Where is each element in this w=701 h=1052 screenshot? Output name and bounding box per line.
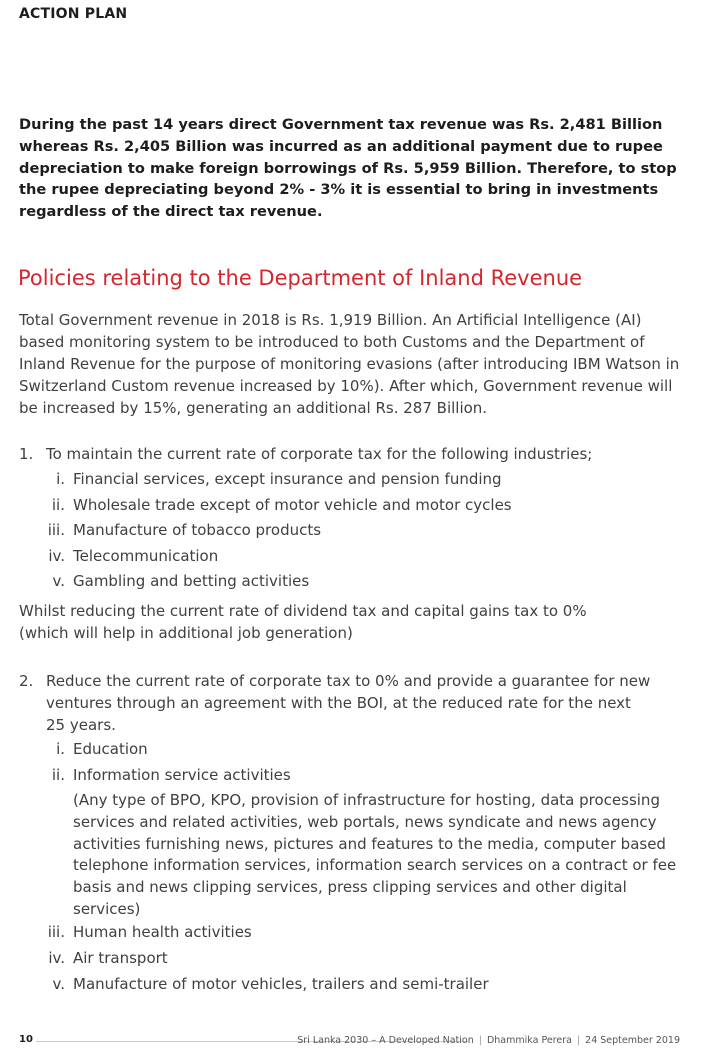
roman-numeral: iii. xyxy=(47,521,65,540)
note-line: services and related activities, web portals, news syndicate and news agency xyxy=(73,812,657,831)
footer-separator: | xyxy=(478,1035,482,1046)
note-line: (Any type of BPO, KPO, provision of infrastructure for hosting, data processing xyxy=(73,791,660,810)
sub-list-item xyxy=(19,972,691,998)
note-line: telephone information services, information search services on a contract or fee xyxy=(73,856,677,875)
sub-item-text: Manufacture of tobacco products xyxy=(73,521,322,540)
section-title: Policies relating to the Department of Inland Revenue xyxy=(18,266,583,290)
footer-info xyxy=(297,1035,680,1046)
sub-item-text: Gambling and betting activities xyxy=(73,572,310,591)
numbered-list-2 xyxy=(19,670,691,997)
whilst-paragraph xyxy=(19,601,691,644)
roman-numeral: i. xyxy=(56,470,65,488)
sub-item-text: Financial services, except insurance and pension funding xyxy=(73,470,502,488)
roman-numeral: iv. xyxy=(48,949,65,967)
sub-item-text: Wholesale trade except of motor vehicle and motor cycles xyxy=(73,495,512,514)
sub-list-item xyxy=(19,544,691,570)
footer-date: 24 September 2019 xyxy=(585,1035,680,1046)
list-number: 2. xyxy=(19,672,34,690)
sub-item-note xyxy=(19,790,691,920)
note-line: basis and news clipping services, press clipping services and other digital services) xyxy=(73,878,627,918)
page-header: ACTION PLAN xyxy=(19,6,128,22)
sub-item-text: Telecommunication xyxy=(73,546,219,565)
list-item-text: To maintain the current rate of corporate tax for the following industries; xyxy=(46,445,593,463)
roman-numeral: ii. xyxy=(51,495,65,514)
roman-numeral: v. xyxy=(52,572,65,591)
whilst-line: (which will help in additional job generation) xyxy=(19,623,353,642)
list-item-text: ventures through an agreement with the BOI, at the reduced rate for the next xyxy=(46,694,631,712)
roman-numeral: i. xyxy=(56,740,65,758)
roman-numeral: iii. xyxy=(47,923,65,942)
sub-list-item xyxy=(19,518,691,544)
sub-list-item xyxy=(19,569,691,595)
whilst-line: Whilst reducing the current rate of dividend tax and capital gains tax to 0% xyxy=(19,602,587,620)
list-item-text: Reduce the current rate of corporate tax to 0% and provide a guarantee for new xyxy=(46,672,651,690)
section-paragraph: Total Government revenue in 2018 is Rs. 1,919 Billion. An Artificial Intelligence (AI) based monitoring system to be introduced to both Customs and the Department of Inland Revenue for the purpose of monitoring evasions (after introducing IBM Watson in Switzerland Custom revenue increased by 10%). After which, Government revenue will be increased by 15%, generating an additional Rs. 287 Billion. xyxy=(19,311,680,417)
list-item-2 xyxy=(19,670,691,736)
page-number: 10 xyxy=(19,1034,33,1045)
list-item-1 xyxy=(19,443,691,465)
sub-list-item xyxy=(19,493,691,519)
footer-author: Dhammika Perera xyxy=(486,1035,572,1046)
page-footer xyxy=(19,1034,680,1048)
sub-item-text: Education xyxy=(73,740,148,758)
footer-publication: Sri Lanka 2030 – A Developed Nation xyxy=(297,1035,474,1046)
footer-separator: | xyxy=(576,1035,581,1046)
sub-list-item xyxy=(19,763,691,789)
intro-paragraph: During the past 14 years direct Government tax revenue was Rs. 2,481 Billion whereas Rs. 2,405 Billion was incurred as an additional payment due to rupee depreciation to make foreign borrowings of Rs. 5,959 Billion. Therefore, to stop the rupee depreciating beyond 2% - 3% it is essential to bring in investments regardless of the direct tax revenue. xyxy=(19,116,677,221)
roman-numeral: v. xyxy=(52,974,65,993)
roman-numeral: iv. xyxy=(48,546,65,565)
sub-item-text: Information service activities xyxy=(73,765,291,784)
note-line: activities furnishing news, pictures and features to the media, computer based xyxy=(73,834,666,853)
sub-item-text: Air transport xyxy=(73,949,168,967)
numbered-list-1 xyxy=(19,443,691,595)
sub-list-item xyxy=(19,737,691,763)
sub-item-text: Manufacture of motor vehicles, trailers and semi-trailer xyxy=(73,974,489,993)
list-number: 1. xyxy=(19,445,34,463)
roman-numeral: ii. xyxy=(51,765,65,784)
sub-list-item xyxy=(19,467,691,493)
list-item-text: 25 years. xyxy=(46,716,116,734)
sub-list-item xyxy=(19,946,691,972)
sub-item-text: Human health activities xyxy=(73,923,252,942)
sub-list-item xyxy=(19,920,691,946)
